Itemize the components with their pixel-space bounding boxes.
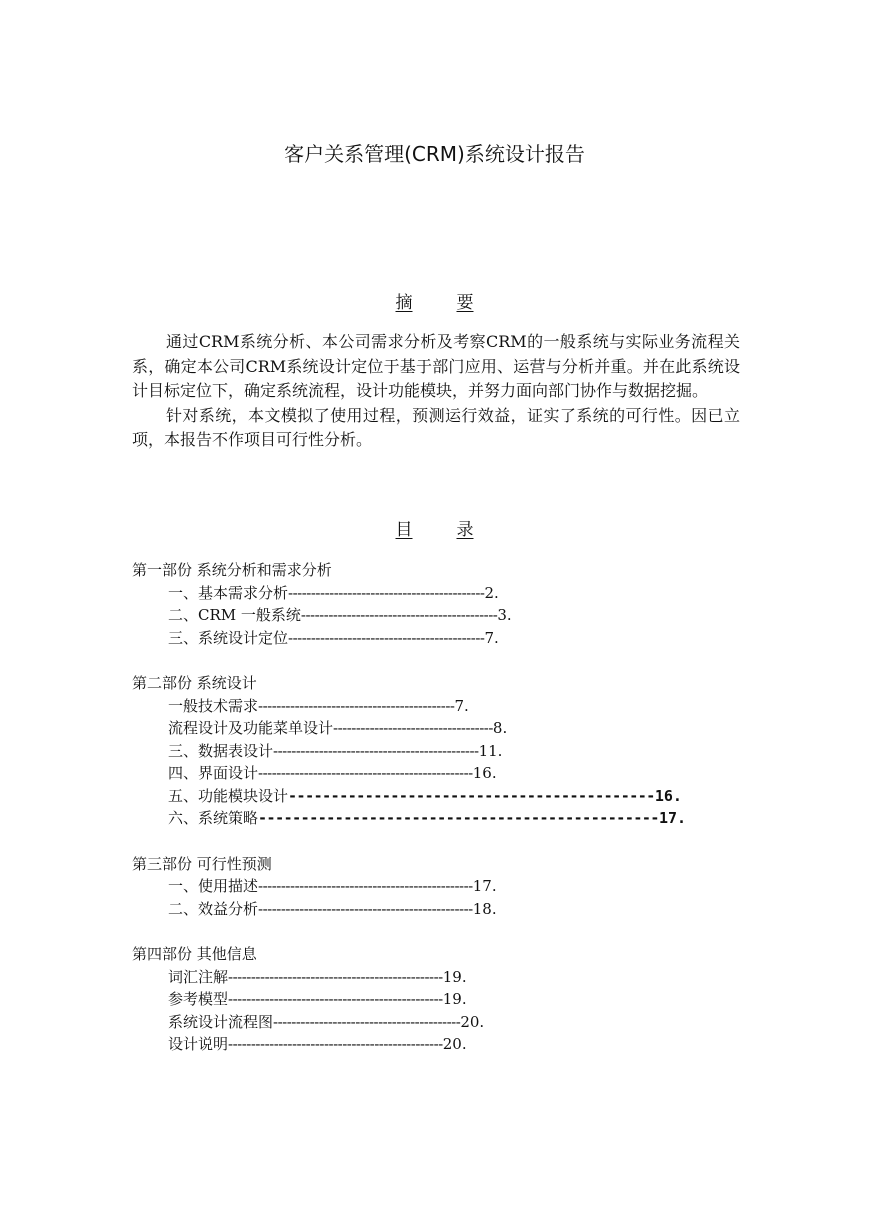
abstract-heading: [0, 288, 869, 313]
toc-heading-right: 录: [456, 520, 474, 540]
toc-entry[interactable]: 系统设计流程图-----------------------------------------20.: [168, 1012, 485, 1031]
toc-entry[interactable]: 三、数据表设计---------------------------------------------11.: [168, 741, 503, 760]
abstract-emphasis-2: 证实了系统的可行性: [527, 405, 675, 425]
toc-entry[interactable]: 流程设计及功能菜单设计-----------------------------------8.: [168, 719, 508, 737]
toc-entry[interactable]: 一、使用描述-----------------------------------------------17.: [168, 877, 497, 895]
toc-entry[interactable]: 四、界面设计-----------------------------------------------16.: [168, 764, 497, 782]
abstract-heading-left: 摘: [395, 293, 413, 313]
abstract-paragraph-1: 通过CRM系统分析、本公司需求分析及考察CRM的一般系统与实际业务流程关系，确定本公司CRM系统设计定位于基于部门应用、运营与分析并重。并在此系统设计目标定位下，确定系统流程，设计功能模块，并努力面向部门协作与数据挖掘。: [132, 332, 740, 400]
abstract-body: [132, 330, 740, 453]
toc-part-title: 第二部份 系统设计: [132, 674, 257, 692]
toc-entry[interactable]: 三、系统设计定位-------------------------------------------7.: [168, 628, 499, 647]
toc-entry[interactable]: 六、系统策略-----------------------------------------------17.: [168, 809, 687, 827]
toc-entry[interactable]: 设计说明-----------------------------------------------20.: [168, 1035, 467, 1053]
toc-part-title: 第四部份 其他信息: [132, 945, 257, 963]
toc-entry[interactable]: 一、基本需求分析-------------------------------------------2.: [168, 583, 499, 602]
toc-entry[interactable]: 五、功能模块设计-------------------------------------------16.: [168, 786, 682, 805]
toc-heading: [0, 515, 869, 540]
toc-heading-left: 目: [395, 520, 413, 540]
toc-entry[interactable]: 参考模型-----------------------------------------------19.: [168, 990, 467, 1008]
abstract-emphasis-1: 基于部门应用、运营与分析并重: [399, 356, 627, 376]
toc-entry[interactable]: 词汇注解-----------------------------------------------19.: [168, 967, 467, 986]
toc-part-title: 第一部份 系统分析和需求分析: [132, 561, 332, 579]
toc-entry[interactable]: 二、效益分析-----------------------------------------------18.: [168, 899, 497, 918]
toc-entry[interactable]: 一般技术需求-------------------------------------------7.: [168, 696, 469, 715]
toc-entry[interactable]: 二、CRM 一般系统-------------------------------------------3.: [168, 606, 512, 624]
abstract-paragraph-2: 针对系统，本文模拟了使用过程，预测运行效益，证实了系统的可行性。因已立项，本报告不作项目可行性分析。: [132, 405, 740, 449]
toc-part-title: 第三部份 可行性预测: [132, 854, 272, 873]
table-of-contents: [132, 559, 752, 1056]
document-title: 客户关系管理(CRM)系统设计报告: [284, 142, 585, 166]
abstract-heading-right: 要: [456, 293, 474, 313]
